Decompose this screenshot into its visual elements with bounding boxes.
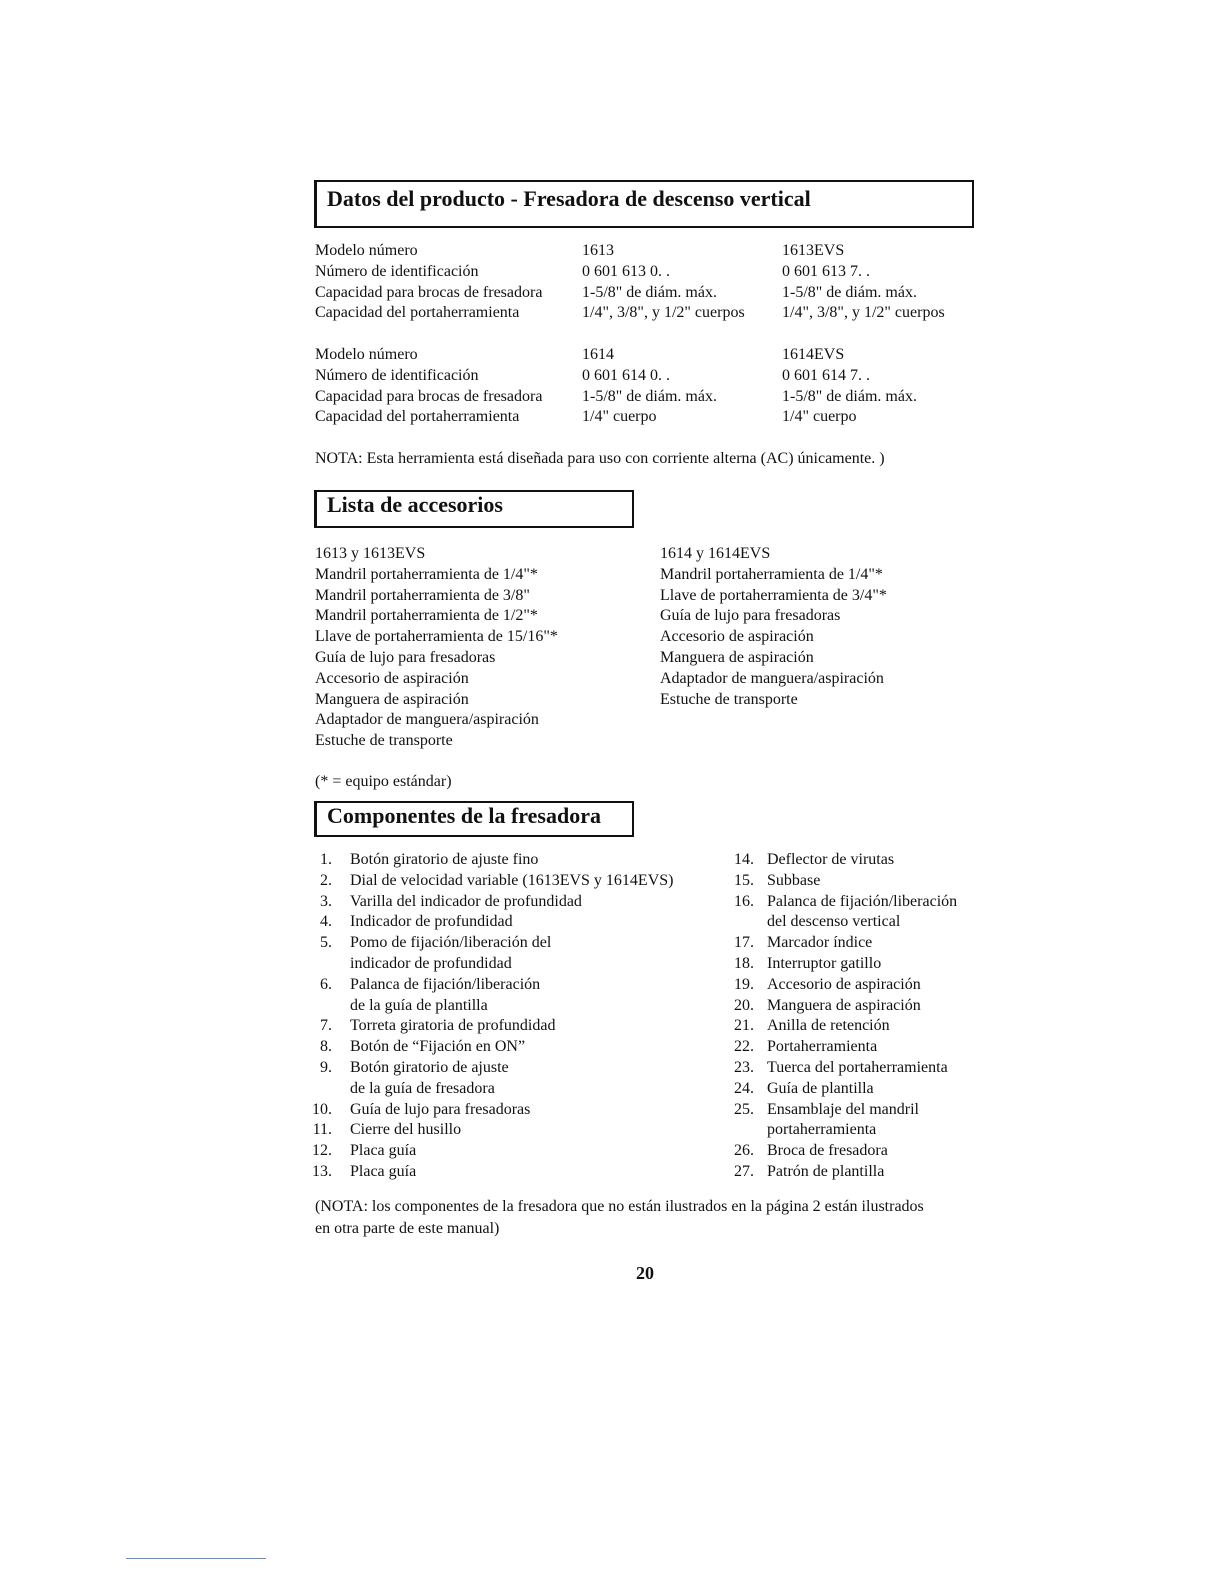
- list-item: Estuche de transporte: [315, 732, 453, 750]
- list-item: 8. Botón de “Fijación en ON”: [320, 1038, 526, 1056]
- componentes-title-box: [314, 801, 634, 837]
- page-number: 20: [636, 1263, 654, 1283]
- list-item: 26. Broca de fresadora: [734, 1142, 888, 1160]
- accesorios-list-1614: [660, 544, 887, 710]
- list-item: Mandril portaherramienta de 3/8": [315, 586, 530, 604]
- list-item: 11. Cierre del husillo: [312, 1121, 462, 1139]
- list-item: Adaptador de manguera/aspiración: [660, 669, 884, 687]
- list-item: 16. Palanca de fijación/liberación del descenso vertical: [734, 892, 958, 931]
- list-item: 24. Guía de plantilla: [734, 1079, 874, 1097]
- list-item: 2. Dial de velocidad variable (1613EVS y 1614EVS): [320, 871, 674, 889]
- componentes-nota: (NOTA: los componentes de la fresadora que no están ilustrados en la página 2 están ilustrados en otra parte de este manual): [315, 1198, 924, 1237]
- list-item: 5. Pomo de fijación/liberación del indicador de profundidad: [320, 934, 552, 972]
- accesorios-note: (* = equipo estándar): [315, 773, 452, 790]
- accesorios-title: Lista de accesorios: [327, 492, 503, 517]
- list-item: 21. Anilla de retención: [734, 1017, 890, 1035]
- list-item: 12. Placa guía: [312, 1142, 417, 1160]
- list-item: 4. Indicador de profundidad: [320, 913, 513, 931]
- list-item: 15. Subbase: [734, 871, 821, 889]
- list-item: 19. Accesorio de aspiración: [734, 975, 921, 993]
- list-item: 20. Manguera de aspiración: [734, 996, 921, 1014]
- list-item: Adaptador de manguera/aspiración: [315, 711, 539, 729]
- list-item: 25. Ensamblaje del mandril portaherramienta: [734, 1100, 919, 1139]
- list-item: 6. Palanca de fijación/liberación de la guía de plantilla: [320, 975, 541, 1014]
- componentes-list-left: [300, 850, 673, 1183]
- list-item: Manguera de aspiración: [315, 690, 469, 708]
- list-item: 17. Marcador índice: [734, 934, 873, 952]
- list-item: 23. Tuerca del portaherramienta: [734, 1058, 948, 1076]
- list-item: 14. Deflector de virutas: [734, 851, 895, 868]
- datos-nota: NOTA: Esta herramienta está diseñada para uso con corriente alterna (AC) únicamente. ): [315, 450, 885, 467]
- list-item: Accesorio de aspiración: [660, 628, 814, 646]
- datos-title: Datos del producto - Fresadora de descenso vertical: [327, 186, 811, 211]
- list-item: Mandril portaherramienta de 1/4"*: [660, 565, 883, 583]
- list-item: Mandril portaherramienta de 1/2"*: [315, 607, 538, 625]
- list-item: 1. Botón giratorio de ajuste fino: [320, 851, 539, 868]
- list-item: 3. Varilla del indicador de profundidad: [320, 892, 582, 910]
- list-item: Estuche de transporte: [660, 690, 798, 708]
- list-item: 13. Placa guía: [312, 1162, 417, 1180]
- list-item: 22. Portaherramienta: [734, 1038, 878, 1056]
- list-item: Mandril portaherramienta de 1/4"*: [315, 565, 538, 583]
- list-item: Llave de portaherramienta de 15/16"*: [315, 628, 558, 646]
- list-item: 10. Guía de lujo para fresadoras: [312, 1100, 531, 1118]
- componentes-title: Componentes de la fresadora: [327, 803, 601, 828]
- list-item: 9. Botón giratorio de ajuste de la guía de fresadora: [320, 1058, 509, 1097]
- list-item: Llave de portaherramienta de 3/4"*: [660, 586, 887, 604]
- list-item: Guía de lujo para fresadoras: [315, 648, 496, 666]
- list-item: 1614 y 1614EVS: [660, 545, 771, 562]
- list-item: 1613 y 1613EVS: [315, 545, 426, 562]
- accesorios-title-box: [314, 490, 634, 528]
- list-item: Accesorio de aspiración: [315, 669, 469, 687]
- footer-rule: [126, 1558, 266, 1559]
- accesorios-list-1613: [315, 544, 558, 752]
- componentes-list-right: [718, 850, 957, 1183]
- list-item: Manguera de aspiración: [660, 648, 814, 666]
- datos-title-box: [314, 180, 974, 228]
- list-item: 7. Torreta giratoria de profundidad: [320, 1017, 556, 1035]
- list-item: 27. Patrón de plantilla: [734, 1162, 885, 1180]
- list-item: Guía de lujo para fresadoras: [660, 607, 841, 625]
- list-item: 18. Interruptor gatillo: [734, 954, 882, 972]
